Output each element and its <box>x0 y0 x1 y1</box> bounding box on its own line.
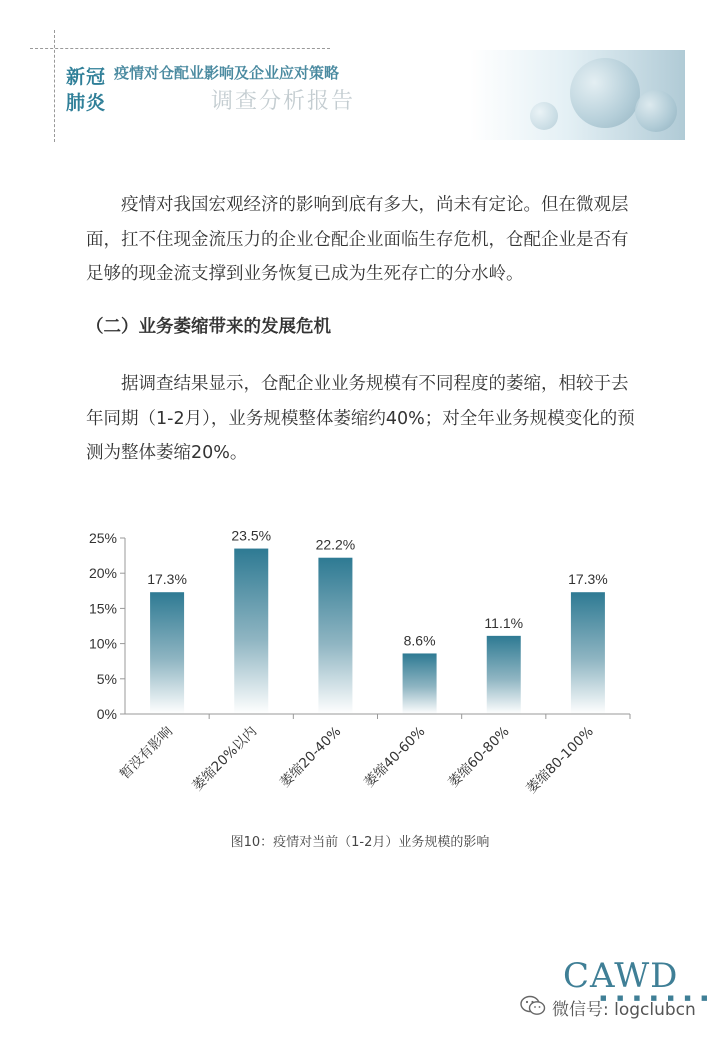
bar <box>571 592 605 714</box>
paragraph-1: 疫情对我国宏观经济的影响到底有多大，尚未有定论。但在微观层面，扛不住现金流压力的企业仓配企业面临生存危机，仓配企业是否有足够的现金流支撑到业务恢复已成为生死存亡的分水岭。 <box>86 195 629 284</box>
x-category-label: 萎缩80-100% <box>523 723 597 797</box>
x-category-label: 萎缩60-80% <box>445 723 513 791</box>
wechat-id: 微信号: logclubcn <box>552 1000 696 1020</box>
wechat-icon <box>520 995 546 1017</box>
bar-value-label: 8.6% <box>403 632 436 649</box>
bar <box>234 549 268 714</box>
bar-chart <box>70 520 650 820</box>
header-dashed-line <box>30 48 330 49</box>
x-category-label: 萎缩20-40% <box>277 723 345 791</box>
header-dashed-line-vertical <box>54 30 55 142</box>
x-category-label: 萎缩20%以内 <box>189 723 261 795</box>
report-subtitle: 调查分析报告 <box>211 89 356 114</box>
bar-value-label: 11.1% <box>484 614 524 631</box>
bar <box>487 636 521 714</box>
x-axis <box>117 714 630 797</box>
report-title: 疫情对仓配业影响及企业应对策略 <box>114 64 340 82</box>
section-heading: （二）业务萎缩带来的发展危机 <box>86 317 331 337</box>
chart-caption: 图10：疫情对当前（1-2月）业务规模的影响 <box>230 835 490 850</box>
y-tick-label: 10% <box>88 635 117 652</box>
bar <box>318 558 352 714</box>
bar-value-label: 17.3% <box>568 571 608 588</box>
bar-value-label: 17.3% <box>147 571 187 588</box>
bar-value-label: 23.5% <box>231 527 272 544</box>
y-tick-label: 5% <box>96 670 117 687</box>
bar <box>403 653 437 714</box>
y-tick-label: 20% <box>88 565 117 582</box>
bar <box>150 592 184 714</box>
bar-chart-svg <box>70 520 650 820</box>
brand-logo-sub: ■ ■ ■ ■ ■ ■ ■ <box>600 994 712 1002</box>
y-axis <box>89 530 125 722</box>
paragraph-2: 据调查结果显示，仓配企业业务规模有不同程度的萎缩，相较于去年同期（1-2月），业务规模整体萎缩约40%；对全年业务规模变化的预测为整体萎缩20%。 <box>86 374 635 463</box>
x-category-label: 暂没有影响 <box>116 723 176 783</box>
y-tick-label: 25% <box>88 530 117 546</box>
bars <box>147 528 608 714</box>
y-tick-label: 15% <box>88 600 117 617</box>
x-category-label: 萎缩40-60% <box>361 723 429 791</box>
virus-header-image <box>470 50 685 140</box>
logo-line-2: 肺炎 <box>66 92 107 114</box>
brand-logo: CAWD <box>563 956 679 996</box>
logo-line-1: 新冠 <box>66 66 107 88</box>
bar-value-label: 22.2% <box>315 536 356 553</box>
y-tick-label: 0% <box>96 706 117 722</box>
